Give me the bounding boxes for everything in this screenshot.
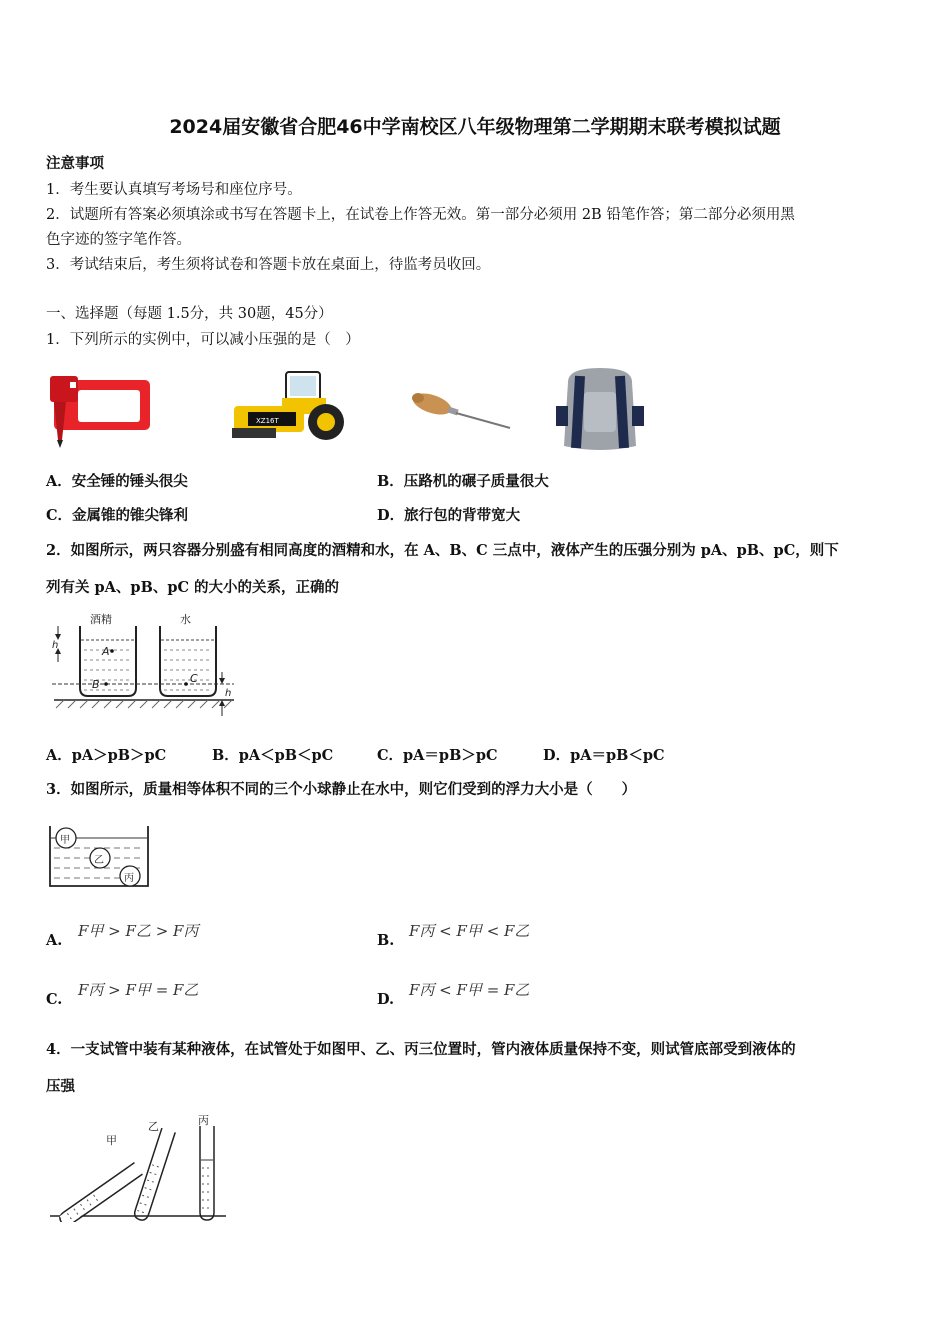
section-heading: 一、选择题（每题 1.5分，共 30题，45分） — [46, 306, 333, 322]
q3-option-c-label[interactable]: C. — [46, 991, 63, 1008]
q1-option-c[interactable]: C．金属锥的锥尖锋利 — [46, 507, 189, 524]
page-title: 2024届安徽省合肥46中学南校区八年级物理第二学期期末联考模拟试题 — [169, 116, 781, 138]
point-c-label: C — [190, 672, 198, 685]
q2-stem-line2: 列有关 pA、pB、pC 的大小的关系，正确的 — [46, 579, 340, 596]
q3-option-a-formula: F甲 > F乙 > F丙 — [78, 922, 199, 940]
point-a-label: A — [102, 645, 110, 658]
q3-option-c-formula: F丙 > F甲 = F乙 — [78, 981, 199, 999]
q2-option-d[interactable]: D．pA＝pB＜pC — [543, 747, 665, 764]
notice-item: 1．考生要认真填写考场号和座位序号。 — [46, 182, 302, 198]
q4-stem-line1: 4．一支试管中装有某种液体，在试管处于如图甲、乙、丙三位置时，管内液体质量保持不变，则试管底部受到液体的 — [46, 1041, 796, 1058]
q1-option-a[interactable]: A．安全锤的锤头很尖 — [46, 473, 188, 490]
q4-test-tubes-figure — [44, 1112, 230, 1222]
q1-stem: 1．下列所示的实例中，可以减小压强的是（ ） — [46, 332, 360, 348]
metal-awl-image — [404, 384, 514, 434]
tube-yi-label: 乙 — [148, 1120, 159, 1133]
q2-option-b[interactable]: B．pA＜pB＜pC — [212, 747, 334, 764]
tube-jia-label: 甲 — [106, 1134, 117, 1147]
notice-item: 2．试题所有答案必须填涂或书写在答题卡上，在试卷上作答无效。第一部分必须用 2B 铅笔作答；第二部分必须用黑 — [46, 207, 795, 223]
q3-stem: 3．如图所示，质量相等体积不同的三个小球静止在水中，则它们受到的浮力大小是（ ） — [46, 781, 637, 798]
q3-balls-figure — [44, 822, 154, 894]
h-label-right: h — [225, 688, 232, 699]
backpack-image — [554, 362, 646, 454]
q3-option-b-label[interactable]: B. — [377, 932, 395, 949]
q3-option-a-label[interactable]: A. — [46, 932, 63, 949]
ball-bing-label: 丙 — [124, 873, 134, 884]
q2-option-c[interactable]: C．pA＝pB＞pC — [377, 747, 498, 764]
road-roller-image — [228, 368, 350, 444]
point-b-label: B — [92, 678, 100, 691]
label-water: 水 — [180, 613, 191, 626]
roller-label: XZ16T — [256, 417, 279, 425]
q2-option-a[interactable]: A．pA＞pB＞pC — [46, 747, 167, 764]
q3-option-d-label[interactable]: D. — [377, 991, 395, 1008]
tube-bing-label: 丙 — [198, 1114, 209, 1127]
safety-hammer-image — [44, 368, 159, 450]
h-label-left: h — [52, 640, 59, 651]
notice-heading: 注意事项 — [46, 155, 104, 172]
q4-stem-line2: 压强 — [46, 1078, 75, 1095]
q2-stem-line1: 2．如图所示，两只容器分别盛有相同高度的酒精和水，在 A、B、C 三点中，液体产生的压强分别为 pA、pB、pC，则下 — [46, 542, 839, 559]
label-alcohol: 酒精 — [90, 613, 112, 626]
q1-option-d[interactable]: D．旅行包的背带宽大 — [377, 507, 521, 524]
ball-yi-label: 乙 — [94, 855, 104, 866]
q3-option-d-formula: F丙 < F甲 = F乙 — [409, 981, 530, 999]
q3-option-b-formula: F丙 < F甲 < F乙 — [409, 922, 530, 940]
notice-item: 色字迹的签字笔作答。 — [46, 232, 191, 248]
q2-containers-figure — [44, 610, 236, 724]
q1-option-b[interactable]: B．压路机的碾子质量很大 — [377, 473, 549, 490]
ball-jia-label: 甲 — [60, 835, 70, 846]
notice-item: 3．考试结束后，考生须将试卷和答题卡放在桌面上，待监考员收回。 — [46, 257, 491, 273]
